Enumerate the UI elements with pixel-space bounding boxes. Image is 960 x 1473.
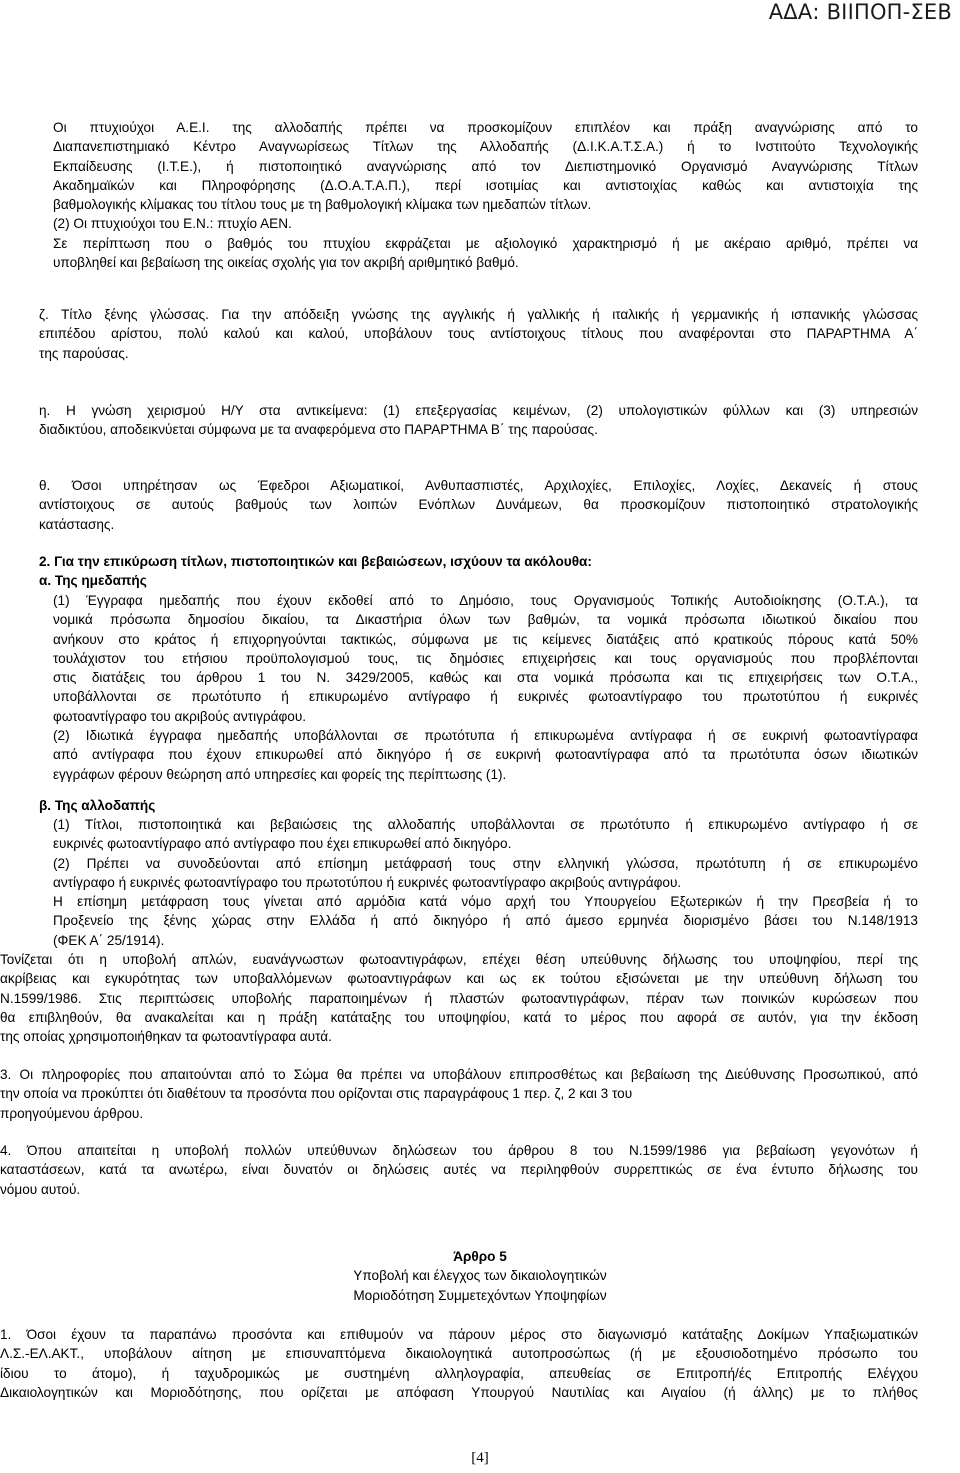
article-title: Άρθρο 5 [453,1249,507,1264]
text-line: ακρίβειας και εγκυρότητας των υποβαλλόμενων φωτοαντιγράφων και ως εκ τούτου εξισώνεται με την υπεύθυνη δήλωση του [0,971,918,987]
text-line: Ν.1599/1986. Στις περιπτώσεις υποβολής παραποιημένων ή πλαστών φωτοαντιγράφων, πέραν των ποινικών κυρώσεων που [0,990,918,1006]
text-line: Διαπανεπιστημιακό Κέντρο Αναγνωρίσεως Τίτλων της Αλλοδαπής (Δ.Ι.Κ.Α.Τ.Σ.Α.) ή το Ινστιτούτο Τεχνολογικής [53,139,918,155]
text-line: νομικά πρόσωπα δημοσίου δικαίου, τα Δικαστήρια όλων των βαθμών, τα νομικά πρόσωπα ιδιωτικού δικαίου που [53,612,918,628]
text-line: (2) Ιδιωτικά έγγραφα ημεδαπής υποβάλλονται σε πρωτότυπα ή επικυρωμένα αντίγραφα ή σε ευκρινή φωτοαντίγραφα [53,728,918,744]
section-2 [39,552,918,591]
ada-header: ΑΔΑ: ΒΙΙΠΟΠ-ΣΕΒ [768,0,952,24]
paragraph-reserve-officers [39,476,918,534]
text-line: επιπέδου αρίστου, πολύ καλού και καλού, υποβάλουν τους αντίστοιχους τίτλους που αναφέρονται στο ΠΑΡΑΡΤΗΜΑ Α΄ [39,326,918,342]
text-line: Οι πτυχιούχοι Α.Ε.Ι. της αλλοδαπής πρέπει να προσκομίζουν επιπλέον και πράξη αναγνώρισης από το [53,120,918,135]
text-line: Σε περίπτωση που ο βαθμός του πτυχίου εκφράζεται με αξιολογικό χαρακτηρισμό ή με ακέραιο αριθμό, πρέπει να [53,235,918,251]
text-line: ζ. Τίτλο ξένης γλώσσας. Για την απόδειξη γνώσης της αγγλικής ή γαλλικής ή ιταλικής ή γερμανικής ή ισπανικής γλώσσας [39,307,918,322]
paragraph-domestic-documents [53,591,918,784]
text-line: την οποία να προκύπτει ότι διαθέτουν τα προσόντα που ορίζονται στις παραγράφους 1 περ. ζ, 2 και 3 του [0,1086,633,1102]
article-subtitle-1: Υποβολή και έλεγχος των δικαιολογητικών [353,1268,607,1284]
text-line: τουλάχιστον του ετήσιου προϋπολογισμού τους, τις δημόσιες επιχειρήσεις και τους οργανισμούς που προβλέπονται [53,650,918,666]
subsection-heading: β. Της αλλοδαπής [39,798,156,813]
text-line: βαθμολογικής κλίμακας του τίτλου τους με τη βαθμολογική κλίμακα των ημεδαπών τίτλων. [53,197,592,213]
text-line: νόμου αυτού. [0,1181,81,1197]
text-line: θ. Όσοι υπηρέτησαν ως Έφεδροι Αξιωματικοί, Ανθυπασπιστές, Αρχιλοχίες, Επιλοχίες, Λοχίες, Δεκανείς ή στους [39,478,918,493]
text-line: 4. Όπου απαιτείται η υποβολή πολλών υπεύθυνων δηλώσεων του άρθρου 8 του Ν.1599/1986 για βεβαίωση γεγονότων ή [0,1143,918,1158]
text-line: διαδικτύου, αποδεικνύεται σύμφωνα με τα αναφερόμενα στο ΠΑΡΑΡΤΗΜΑ Β΄ της παρούσας. [39,422,598,438]
text-line: στις διατάξεις του άρθρου 1 του Ν. 3429/2005, καθώς και στα νομικά πρόσωπα και τις επιχειρήσεις των Ο.Τ.Α., [53,670,918,686]
text-line: ευκρινές φωτοαντίγραφο από αντίγραφο που έχει επικυρωθεί από δικηγόρο. [53,836,512,852]
text-line: Εκπαίδευσης (Ι.Τ.Ε.), ή πιστοποιητικό αναγνώρισης από τον Διεπιστημονικό Οργανισμό Αναγνώρισης Τίτλων [53,158,918,174]
text-line: 3. Οι πληροφορίες που απαιτούνται από το Σώμα θα πρέπει να υποβάλουν επιπροσθέτως και βεβαίωση της Διεύθυνσης Προσωπικού, από [0,1067,918,1082]
article-subtitle-2: Μοριοδότηση Συμμετεχόντων Υποψηφίων [353,1287,607,1303]
text-line: της οποίας χρησιμοποιήθηκαν τα φωτοαντίγραφα αυτά. [0,1029,332,1045]
article-heading [0,1247,960,1305]
text-line: θα επιβληθούν, θα ανακαλείται και η πράξη κατάταξης του υποψηφίου, κατά το μέρος που αφορά σε αυτόν, για την έκδοση [0,1009,918,1025]
text-line: (1) Έγγραφα ημεδαπής που έχουν εκδοθεί από το Δημόσιο, τους Οργανισμούς Τοπικής Αυτοδιοίκησης (Ο.Τ.Α.), τα [53,593,918,608]
text-line: Προξενείο της ξένης χώρας στην Ελλάδα ή από δικηγόρο ή από άμεσο ερμηνέα διορισμένο βάσει του Ν.148/1913 [53,913,918,929]
text-line: Λ.Σ.-ΕΛ.ΑΚΤ., υποβάλουν αίτηση με επισυναπτόμενα δικαιολογητικά αυτοπροσώπως (ή με εξουσιοδοτημένο πρόσωπο του [0,1346,918,1362]
paragraph-foreign-documents-body [53,815,918,950]
text-line: ανήκουν στο κράτος ή επιχορηγούνται τακτικώς, σύμφωνα με τις κείμενες διατάξεις από κρατικούς πόρους κατά 50% [53,631,918,647]
text-line: (2) Οι πτυχιούχοι του Ε.Ν.: πτυχίο ΑΕΝ. [53,216,292,232]
text-line: Η επίσημη μετάφραση τους γίνεται από αρμόδια κατά νόμο αρχή του Υπουργείου Εξωτερικών ή την Πρεσβεία ή το [53,894,918,910]
subsection-heading: α. Της ημεδαπής [39,573,147,589]
paragraph-foreign-language [39,305,918,363]
text-line: κατάστασης. [39,516,115,532]
text-line: από αντίγραφα που έχουν επικυρωθεί από δικηγόρο ή σε ευκρινή φωτοαντίγραφα από τα πρωτότυπα όσων ιδιωτικών [53,747,918,763]
text-line: Ακαδημαϊκών και Πληροφόρησης (Δ.Ο.Α.Τ.Α.Π.), περί ισοτιμίας και αντιστοιχίας καθώς και αντιστοιχία της [53,177,918,193]
text-line: (1) Τίτλοι, πιστοποιητικά και βεβαιώσεις της αλλοδαπής υποβάλλονται σε πρωτότυπο ή επικυρωμένο αντίγραφο ή σε [53,817,918,832]
paragraph-article5-1 [0,1325,918,1402]
paragraph-computer-skills [39,401,918,440]
text-line: (ΦΕΚ Α΄ 25/1914). [53,932,165,948]
paragraph-foreign-graduates [53,118,918,272]
text-line: προηγούμενου άρθρου. [0,1105,144,1121]
paragraph-4 [0,1141,918,1199]
paragraph-foreign-documents [39,796,918,815]
text-line: αντίστοιχους σε αυτούς βαθμούς των λοιπών Ενόπλων Δυνάμεων, θα προσκομίζουν πιστοποιητικό στρατολογικής [39,497,918,513]
text-line: Δικαιολογητικών και Μοριοδότησης, που ορίζεται με απόφαση Υπουργού Ναυτιλίας και Αιγαίου (ή άλλης) με το πλήθος [0,1384,918,1400]
text-line: φωτοαντίγραφο του ακριβούς αντιγράφου. [53,708,307,724]
text-line: ίδιου το άτομο), ή ταχυδρομικώς με συστημένη αλληλογραφία, απευθείας σε Επιτροπή/ές Επιτροπής Ελέγχου [0,1365,918,1381]
paragraph-photocopies-notice [0,950,918,1046]
paragraph-3 [0,1065,918,1123]
section-heading: 2. Για την επικύρωση τίτλων, πιστοποιητικών και βεβαιώσεων, ισχύουν τα ακόλουθα: [39,554,592,569]
text-line: (2) Πρέπει να συνοδεύονται από επίσημη μετάφρασή τους στην ελληνική γλώσσα, πρωτότυπη ή σε επικυρωμένο [53,855,918,871]
text-line: καταστάσεων, κατά τα ανωτέρω, είναι δυνατόν οι δηλώσεις αυτές να περιληφθούν συρρεπτικώς σε ένα έντυπο δήλωσης του [0,1162,918,1178]
page-number: [4] [471,1450,489,1466]
text-line: υποβληθεί και βεβαίωση της οικείας σχολής για τον ακριβή αριθμητικό βαθμό. [53,255,519,271]
text-line: εγγράφων φέρουν θεώρηση από υπηρεσίες και φορείς της περίπτωσης (1). [53,766,507,782]
text-line: Τονίζεται ότι η υποβολή απλών, ευανάγνωστων φωτοαντιγράφων, επέχει θέση υπεύθυνης δήλωσης του υποψηφίου, περί της [0,952,918,967]
text-line: 1. Όσοι έχουν τα παραπάνω προσόντα και επιθυμούν να πάρουν μέρος στο διαγωνισμό κατάταξης Δοκίμων Υπαξιωματικών [0,1327,918,1342]
text-line: η. Η γνώση χειρισμού Η/Υ στα αντικείμενα: (1) επεξεργασίας κειμένων, (2) υπολογιστικών φύλλων και (3) υπηρεσιών [39,403,918,418]
text-line: υποβάλλονται σε πρωτότυπο ή επικυρωμένο αντίγραφο ή ευκρινές φωτοαντίγραφο του πρωτοτύπου ή ευκρινές [53,689,918,705]
text-line: αντίγραφο ή ευκρινές φωτοαντίγραφο του πρωτοτύπου ή ευκρινές φωτοαντίγραφο ακριβούς αντιγράφου. [53,874,682,890]
text-line: της παρούσας. [39,345,129,361]
